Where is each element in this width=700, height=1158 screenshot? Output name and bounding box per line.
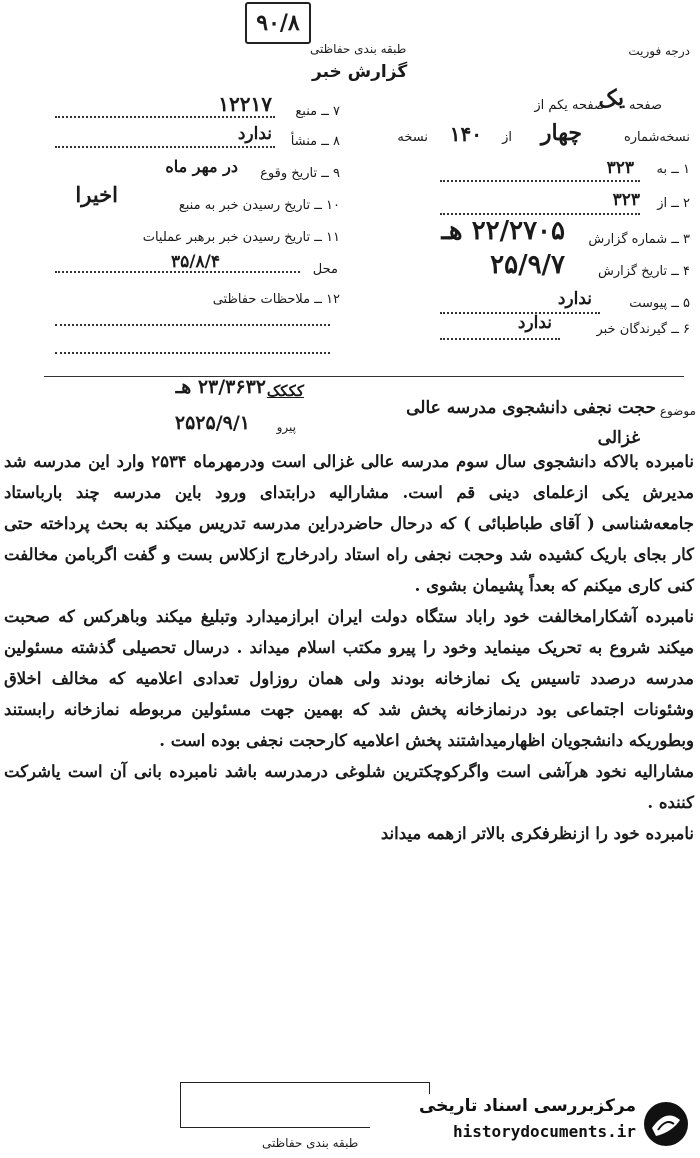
place-dotted-line [55,271,300,273]
report-date-value: ۲۵/۹/۷ [490,250,565,280]
notes-dotted-line-1 [55,324,330,326]
place-label: محل [312,262,338,277]
page-value: یک [596,84,626,114]
occurrence-label: ۹ ــ تاریخ وقوع [260,166,340,181]
notes-dotted-line-2 [55,352,330,354]
to-label: ۱ ــ به [656,162,690,177]
from-dotted-line [440,213,640,215]
recipients-dotted-line [440,338,560,340]
report-body [4,446,694,849]
copy-of: از [502,130,512,145]
received-source-value: اخیرا [75,182,118,207]
report-date-label: ۴ ــ تاریخ گزارش [598,264,690,279]
page-label: صفحه یکم از [534,98,605,113]
subject-label: موضوع [659,404,696,418]
from-label: ۲ ــ از [657,196,690,211]
reference-label: پیرو [276,420,296,434]
subject-value: حجت نجفی دانشجوی مدرسه عالی [406,398,656,418]
body-paragraph: نامبرده بالاکه دانشجوی سال سوم مدرسه عالی غزالی است ودرمهرماه ۲۵۳۴ وارد این مدرسه شد مدیرش یکی ازعلمای دینی قم است. مشارالیه درابتدای ورود باین مدرسه چند بارباستاد جامعه‌شناسی ( آقای طباطبائی ) که درحال حاضردراین مدرسه تدریس میکند به بحث پرداخته حتی کار بجای باریک کشیده شد وحجت نجفی راه استاد رادرخارج ازکلاس بست و گفت اگربامن مخالفت کنی کاری میکنم که بعداً پشیمان بشوی . [4,452,694,595]
reference-number: ۲۳/۳۶۳۲ هـ [175,376,266,398]
body-paragraph: مشارالیه نخود هرآشی است واگرکوچکترین شلوغی درمدرسه باشد نامبرده بانی آن است یاشرکت کننده . [4,762,694,812]
subject-continuation: غزالی [597,428,640,448]
occurrence-value: در مهر ماه [165,157,238,176]
origin-dotted-line [55,146,275,148]
recipients-value: ندارد [517,313,552,333]
to-dotted-line [440,180,640,182]
copy-total: ۱۴۰ [449,122,482,146]
archive-logo-icon [642,1098,690,1150]
copy-value: چهار [540,120,582,146]
body-paragraph: نامبرده آشکارامخالفت خود راباد ستگاه دولت ایران ابرازمیدارد وتبلیغ میکند وباهرکس که صحبت میکند شروع به تحریک مینماید وخود را پیرو مکتب اسلام میداند . درسال تحصیلی گذشته مسئولین مدرسه درصدد تاسیس یک نمازخانه بودند ولی همان روزاول تعدادی اعلامیه که مخالف اخلاق وشئونات اجتماعی بود درنمازخانه پخش شد که بهمین جهت مسئولین مربوطه نمازخانه رابستند وبطوریکه دانشجویان اظهارمیداشتند پخش اعلامیه کارحجت نجفی بوده است . [4,607,694,750]
footer-classification: طبقه بندی حفاظتی [262,1136,359,1150]
from-value: ۳۲۳ [612,190,640,210]
report-no-label: ۳ ــ شماره گزارش [588,232,690,247]
attachment-value: ندارد [557,289,592,309]
report-no-value: ۲۲/۲۷۰۵ هـ [441,216,565,246]
copy-label: نسخه‌شماره [623,130,690,145]
place-value: ۳۵/۸/۴ [171,252,220,272]
reference-date: ۲۵۲۵/۹/۱ [174,412,250,434]
attachment-label: ۵ ــ پیوست [629,296,690,311]
body-paragraph: نامبرده خود را ازنظرفکری بالاتر ازهمه میداند [380,824,694,843]
notes-label: ۱۲ ــ ملاحظات حفاظتی [212,292,340,307]
header-box-number: ۹۰/۸ [245,2,311,44]
source-value: ۱۲۲۱۷ [218,92,272,116]
origin-label: ۸ ــ منشأ [290,134,340,149]
copy-suffix: نسخه [397,130,428,145]
to-value: ۳۲۳ [606,158,634,178]
urgency-label: درجه فوریت [628,44,690,58]
received-source-label: ۱۰ ــ تاریخ رسیدن خبر به منبع [178,198,340,213]
subject-marks: کککک [266,382,304,400]
origin-value: ندارد [237,124,272,144]
page-suffix: صفحه [629,98,662,113]
header-divider [44,376,684,377]
report-title: گزارش خبر [312,62,408,82]
received-ops-label: ۱۱ ــ تاریخ رسیدن خبر برهبر عملیات [142,230,340,245]
archive-watermark [370,1094,696,1158]
classification-label: طبقه بندی حفاظتی [310,42,407,56]
source-dotted-line [55,116,275,118]
watermark-url[interactable]: historydocuments.ir [452,1122,636,1141]
watermark-persian-text: مرکزبررسی اسناد تاریخی [418,1096,636,1116]
source-label: ۷ ــ منبع [295,104,340,119]
recipients-label: ۶ ــ گیرندگان خبر [596,322,690,337]
